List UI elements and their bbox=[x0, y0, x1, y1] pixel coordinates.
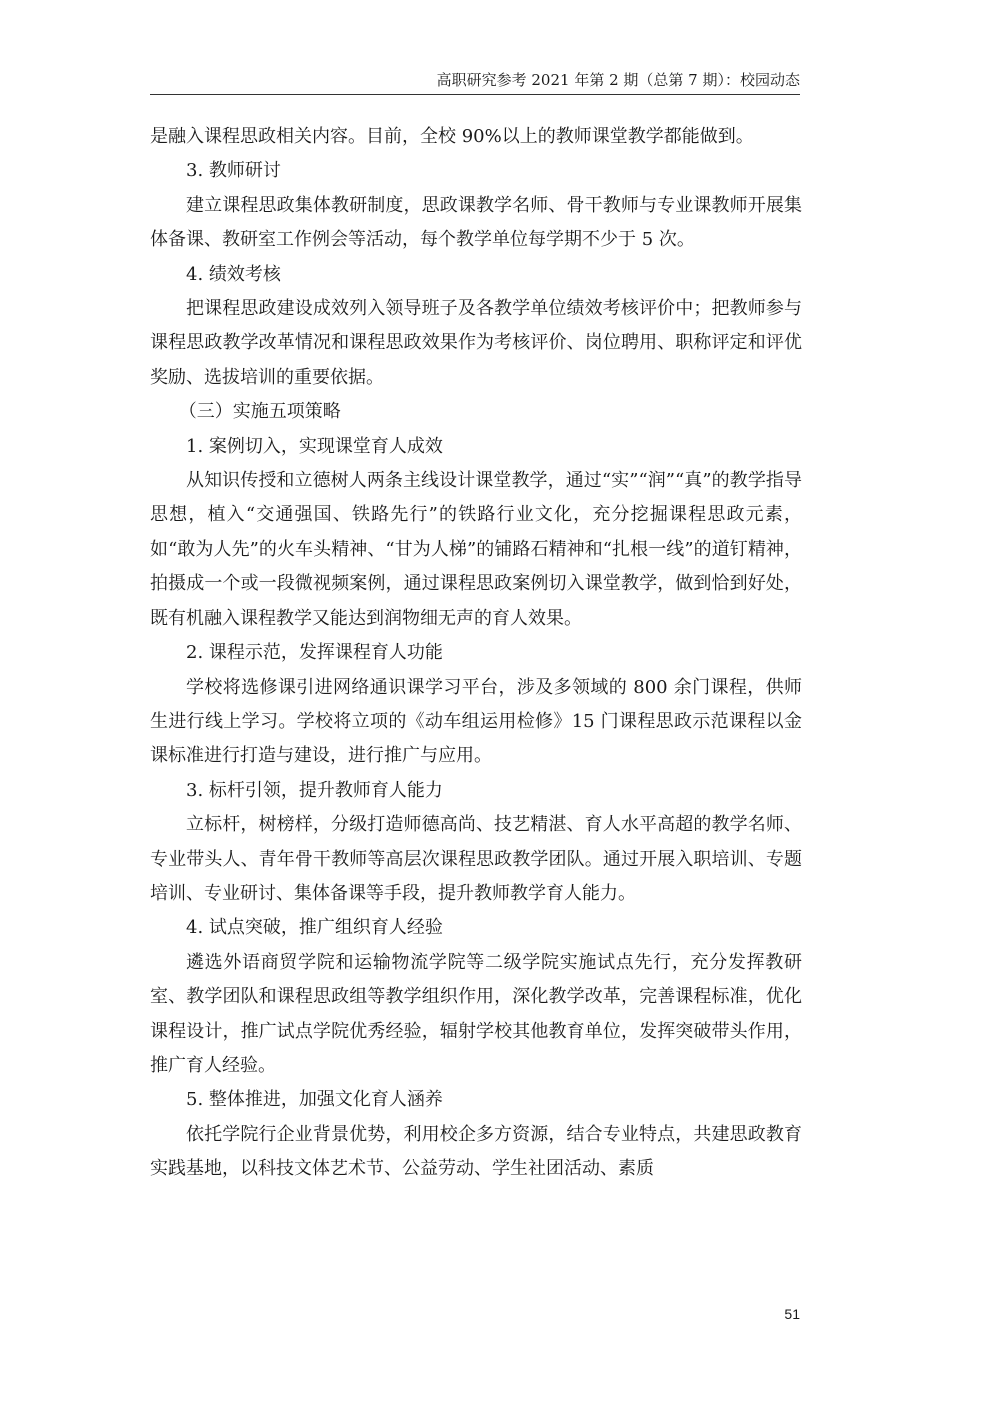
page-body bbox=[150, 120, 802, 1187]
body-paragraph: 把课程思政建设成效列入领导班子及各教学单位绩效考核评价中；把教师参与课程思政教学改革情况和课程思政效果作为考核评价、岗位聘用、职称评定和评优奖励、选拔培训的重要依据。 bbox=[150, 298, 802, 388]
subheading-performance: 4. 绩效考核 bbox=[186, 263, 281, 285]
subheading-overall: 5. 整体推进，加强文化育人涵养 bbox=[186, 1089, 443, 1111]
body-paragraph: 依托学院行企业背景优势，利用校企多方资源，结合专业特点，共建思政教育实践基地，以科技文体艺术节、公益劳动、学生社团活动、素质 bbox=[150, 1123, 802, 1180]
section-heading: （三）实施五项策略 bbox=[178, 401, 341, 423]
page-number: 51 bbox=[784, 1306, 800, 1322]
body-paragraph: 遴选外语商贸学院和运输物流学院等二级学院实施试点先行，充分发挥教研室、教学团队和课程思政组等教学组织作用，深化教学改革，完善课程标准，优化课程设计，推广试点学院优秀经验，辐射学校其他教育单位，发挥突破带头作用，推广育人经验。 bbox=[150, 951, 802, 1076]
subheading-benchmark: 3. 标杆引领，提升教师育人能力 bbox=[186, 779, 443, 801]
body-paragraph: 学校将选修课引进网络通识课学习平台，涉及多领域的 800 余门课程，供师生进行线上学习。学校将立项的《动车组运用检修》15 门课程思政示范课程以金课标准进行打造与建设，进行推广与应用。 bbox=[150, 676, 802, 767]
body-paragraph: 立标杆，树榜样，分级打造师德高尚、技艺精湛、育人水平高超的教学名师、专业带头人、青年骨干教师等高层次课程思政教学团队。通过开展入职培训、专题培训、专业研讨、集体备课等手段，提升教师教学育人能力。 bbox=[150, 814, 802, 904]
body-paragraph: 从知识传授和立德树人两条主线设计课堂教学，通过“实”“润”“真”的教学指导思想，植入“交通强国、铁路先行”的铁路行业文化，充分挖掘课程思政元素，如“敢为人先”的火车头精神、“甘为人梯”的铺路石精神和“扎根一线”的道钉精神，拍摄成一个或一段微视频案例，通过课程思政案例切入课堂教学，做到恰到好处，既有机融入课程教学又能达到润物细无声的育人效果。 bbox=[150, 470, 802, 629]
body-paragraph: 建立课程思政集体教研制度，思政课教学名师、骨干教师与专业课教师开展集体备课、教研室工作例会等活动，每个教学单位每学期不少于 5 次。 bbox=[150, 194, 802, 251]
subheading-teacher-seminar: 3. 教师研讨 bbox=[186, 160, 281, 182]
running-header-text: 高职研究参考 2021 年第 2 期（总第 7 期）：校园动态 bbox=[436, 71, 800, 89]
body-paragraph: 是融入课程思政相关内容。目前，全校 90%以上的教师课堂教学都能做到。 bbox=[150, 126, 754, 147]
running-header bbox=[150, 70, 800, 95]
subheading-pilot: 4. 试点突破，推广组织育人经验 bbox=[186, 917, 443, 939]
subheading-case: 1. 案例切入，实现课堂育人成效 bbox=[186, 435, 443, 457]
subheading-demo: 2. 课程示范，发挥课程育人功能 bbox=[186, 642, 443, 664]
